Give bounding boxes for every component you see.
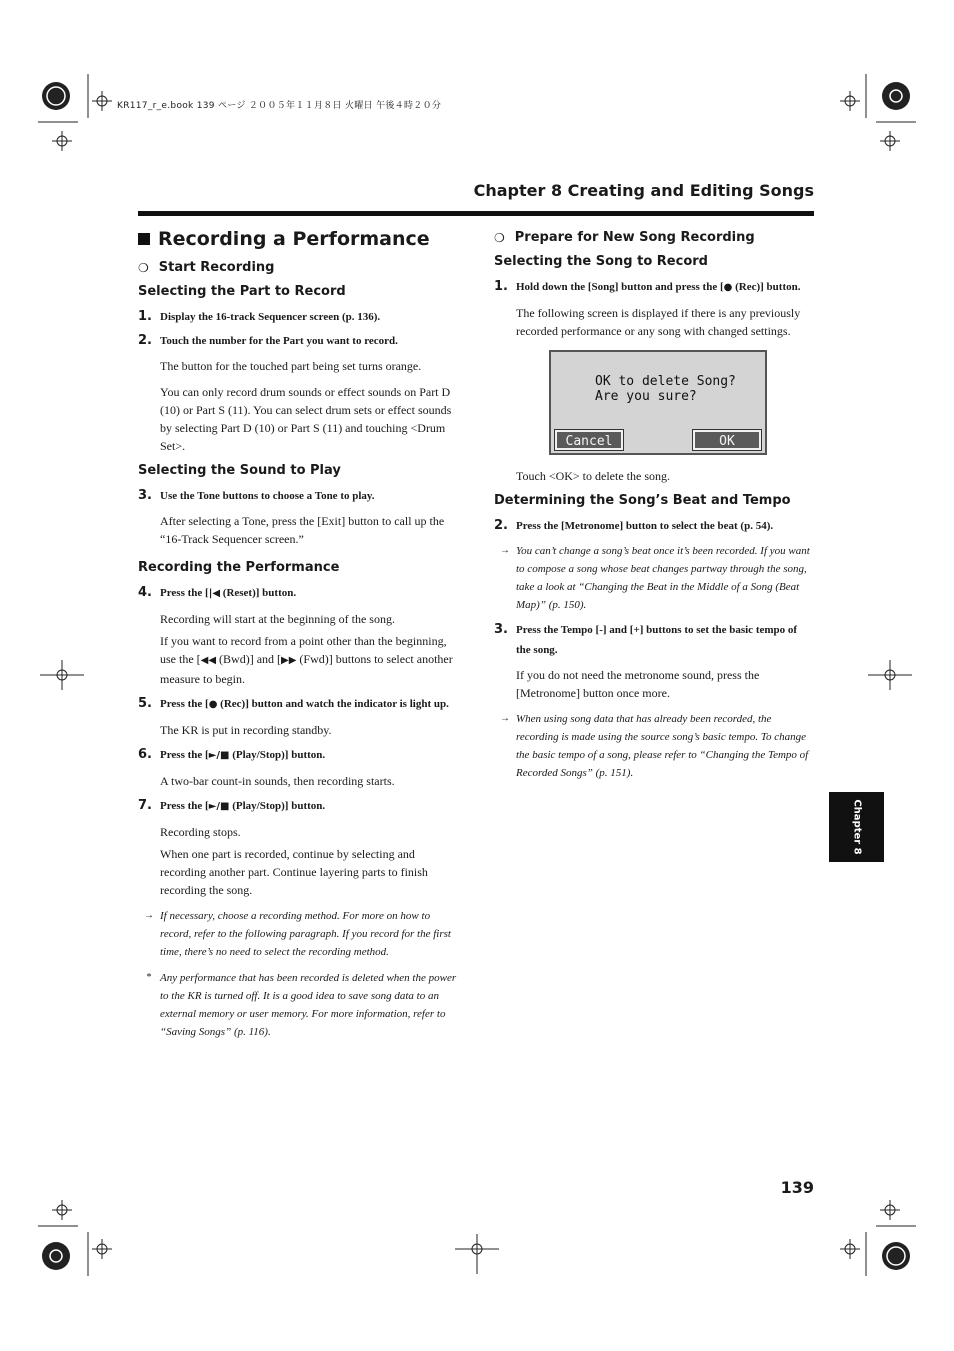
- paragraph: If you want to record from a point other than the beginning, use the [◀◀ (Bwd)] and [▶▶ (Fwd)] buttons to select another measure to begin.: [160, 634, 453, 686]
- crop-mark-right-middle: [868, 660, 912, 690]
- bwd-icon: ◀◀: [200, 655, 217, 666]
- heading-select-song: Selecting the Song to Record: [494, 254, 708, 269]
- header-rule: [138, 211, 814, 216]
- chapter-header: Chapter 8 Creating and Editing Songs: [473, 181, 814, 200]
- step-2: 2. Touch the number for the Part you want to record.: [138, 333, 398, 348]
- right-column: [494, 226, 814, 790]
- paragraph: You can only record drum sounds or effect sounds on Part D (10) or Part S (11). You can select drum sets or effect sounds by selecting Part D (10) or Part S (11) and touching <Drum Set>.: [160, 385, 452, 453]
- cancel-button[interactable]: Cancel: [555, 430, 623, 450]
- paragraph: When one part is recorded, continue by selecting and recording another part. Continue layering parts to finish recording the song.: [160, 847, 428, 897]
- step-1: 1. Display the 16-track Sequencer screen (p. 136).: [138, 309, 381, 324]
- reset-icon: |◀: [208, 588, 221, 599]
- heading-beat-tempo: Determining the Song’s Beat and Tempo: [494, 493, 791, 508]
- note-arrow: → You can’t change a song’s beat once it’s been recorded. If you want to compose a song whose beat changes partway through the song, take a look at “Changing the Beat in the Middle of a Song (Beat Map)” (p. 150).: [494, 542, 814, 614]
- rec-icon: ●: [208, 699, 218, 710]
- ok-button[interactable]: OK: [693, 430, 761, 450]
- paragraph: Recording stops.: [160, 825, 241, 839]
- note-arrow: → If necessary, choose a recording method. For more on how to record, refer to the following paragraph. If you record for the first time, there’s no need to select the recording method.: [138, 907, 458, 961]
- section-title: Recording a Performance: [138, 228, 458, 250]
- circle-bullet-icon: ❍: [494, 230, 505, 245]
- paragraph: The KR is put in recording standby.: [160, 723, 332, 737]
- step-3: 3. Use the Tone buttons to choose a Tone to play.: [138, 488, 375, 503]
- square-bullet-icon: [138, 233, 150, 245]
- chapter-side-tab: Chapter 8: [829, 792, 884, 862]
- step-7: 7. Press the [►/■ (Play/Stop)] button.: [138, 798, 326, 813]
- paragraph: The following screen is displayed if there is any previously recorded performance or any song with changed settings.: [516, 306, 801, 338]
- play-stop-icon: ►/■: [208, 750, 230, 761]
- play-stop-icon: ►/■: [208, 801, 230, 812]
- step-4: 4. Press the [|◀ (Reset)] button.: [138, 585, 297, 600]
- crop-mark-bottom-center: [455, 1234, 499, 1274]
- lcd-message: OK to delete Song? Are you sure?: [595, 374, 736, 404]
- crop-mark-bottom-left: [38, 1176, 128, 1276]
- step-6: 6. Press the [►/■ (Play/Stop)] button.: [138, 747, 326, 762]
- crop-mark-bottom-right: [820, 1176, 916, 1276]
- prepare-heading: ❍ Prepare for New Song Recording: [494, 230, 755, 245]
- paragraph: A two-bar count-in sounds, then recording starts.: [160, 774, 395, 788]
- paragraph: If you do not need the metronome sound, press the [Metronome] button once more.: [516, 668, 760, 700]
- circle-bullet-icon: ❍: [138, 260, 149, 275]
- arrow-icon: →: [144, 910, 154, 921]
- print-info: KR117_r_e.book 139 ページ ２００５年１１月８日 火曜日 午後４時２０分: [117, 101, 442, 111]
- note-star: * Any performance that has been recorded is deleted when the power to the KR is turned off. It is a good idea to save song data to an external memory or user memory. For more information, refer to “Saving Songs” (p. 116).: [138, 969, 458, 1041]
- step-5: 5. Press the [● (Rec)] button and watch the indicator is light up.: [138, 696, 449, 711]
- arrow-icon: →: [500, 545, 510, 556]
- paragraph: The button for the touched part being set turns orange.: [160, 359, 422, 373]
- step-1: 1. Hold down the [Song] button and press the [● (Rec)] button.: [494, 279, 801, 294]
- heading-select-part: Selecting the Part to Record: [138, 284, 346, 299]
- paragraph: Touch <OK> to delete the song.: [516, 469, 670, 483]
- paragraph: Recording will start at the beginning of the song.: [160, 612, 395, 626]
- start-recording-heading: ❍ Start Recording: [138, 260, 275, 275]
- page-number: 139: [780, 1178, 814, 1197]
- step-2: 2. Press the [Metronome] button to select the beat (p. 54).: [494, 518, 774, 533]
- crop-mark-left-middle: [40, 660, 84, 690]
- heading-record-performance: Recording the Performance: [138, 560, 340, 575]
- arrow-icon: →: [500, 713, 510, 724]
- note-arrow: → When using song data that has already been recorded, the recording is made using the source song’s basic tempo. To change the basic tempo of a song, please refer to “Changing the Tempo of Recorded Songs” (p. 151).: [494, 710, 814, 782]
- crop-mark-top-left: [38, 74, 128, 174]
- paragraph: After selecting a Tone, press the [Exit] button to call up the “16-Track Sequencer screen.”: [160, 514, 445, 546]
- rec-icon: ●: [723, 282, 733, 293]
- heading-select-sound: Selecting the Sound to Play: [138, 463, 341, 478]
- lcd-screen: [549, 350, 767, 455]
- asterisk-icon: *: [146, 972, 152, 983]
- crop-mark-top-right: [820, 74, 916, 174]
- fwd-icon: ▶▶: [281, 655, 297, 666]
- step-3: 3. Press the Tempo [-] and [+] buttons to set the basic tempo of the song.: [494, 622, 798, 656]
- left-column: [138, 226, 458, 1049]
